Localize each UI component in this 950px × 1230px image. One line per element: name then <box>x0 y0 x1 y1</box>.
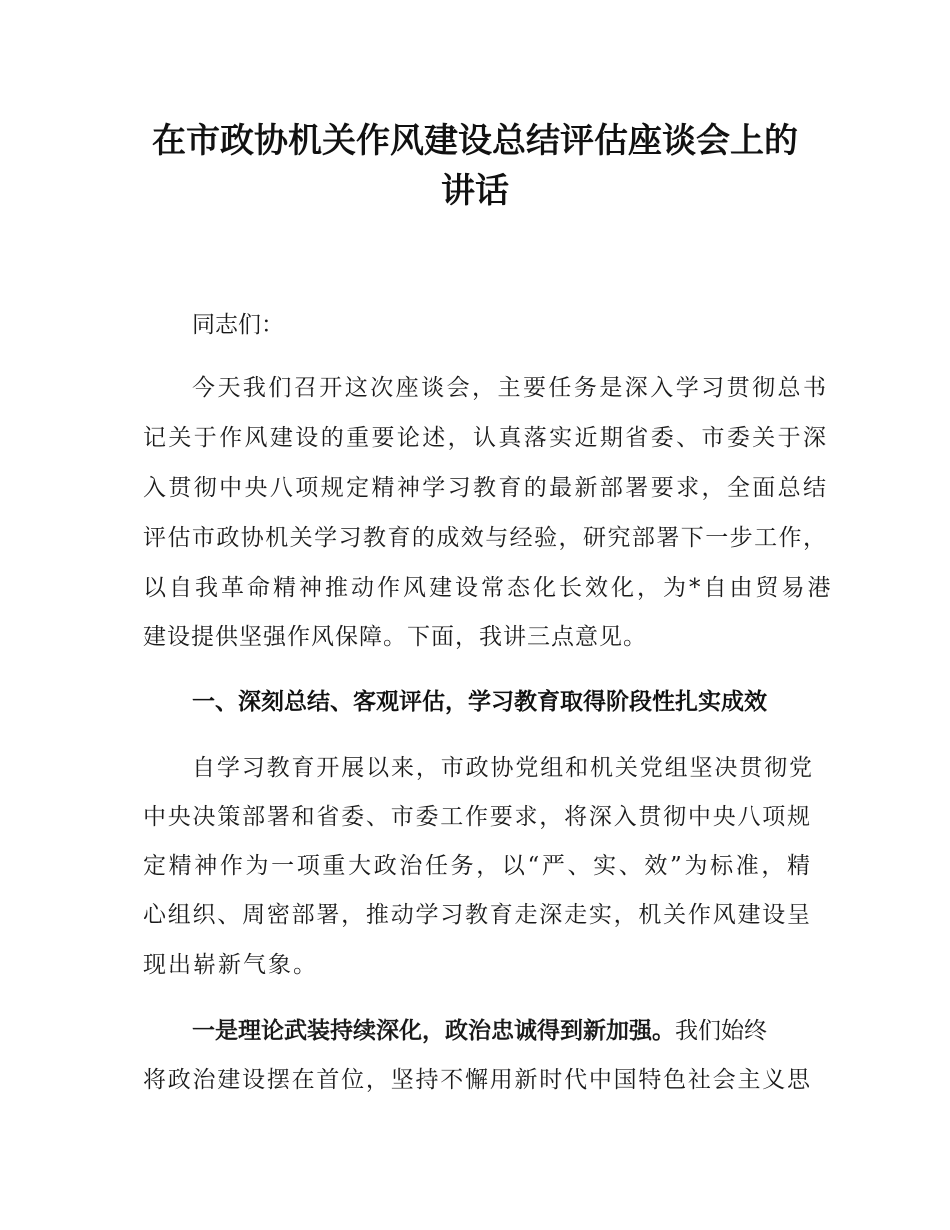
intro-line-1: 今天我们召开这次座谈会，主要任务是深入学习贯彻总书 <box>192 375 826 401</box>
point1-paragraph-line1 <box>192 1014 767 1048</box>
section1-line-3: 定精神作为一项重大政治任务，以“严、实、效”为标准，精 <box>143 853 810 879</box>
section1-line-1: 自学习教育开展以来，市政协党组和机关党组坚决贯彻党 <box>192 755 812 781</box>
point1-paragraph-line2: 将政治建设摆在首位，坚持不懈用新时代中国特色社会主义思 <box>143 1067 810 1093</box>
section1-heading: 一、深刻总结、客观评估，学习教育取得阶段性扎实成效 <box>192 689 767 715</box>
salutation: 同志们： <box>192 312 284 338</box>
intro-line-4: 评估市政协机关学习教育的成效与经验，研究部署下一步工作， <box>143 525 826 551</box>
intro-line-2: 记关于作风建设的重要论述，认真落实近期省委、市委关于深 <box>143 425 826 451</box>
document-title-line1: 在市政协机关作风建设总结评估座谈会上的 <box>152 121 798 161</box>
point1-rest: 我们始终 <box>675 1018 767 1044</box>
section1-line-4: 心组织、周密部署，推动学习教育走深走实，机关作风建设呈 <box>143 902 810 928</box>
section1-line-2: 中央决策部署和省委、市委工作要求，将深入贯彻中央八项规 <box>143 804 810 830</box>
document-title-line2: 讲话 <box>441 171 509 211</box>
intro-line-5: 以自我革命精神推动作风建设常态化长效化，为*自由贸易港 <box>143 575 834 601</box>
section1-line-5: 现出崭新气象。 <box>143 952 318 978</box>
point1-bold-lead: 一是理论武装持续深化，政治忠诚得到新加强。 <box>192 1018 675 1044</box>
intro-line-3: 入贯彻中央八项规定精神学习教育的最新部署要求，全面总结 <box>143 475 826 501</box>
intro-line-6: 建设提供坚强作风保障。下面，我讲三点意见。 <box>143 624 647 650</box>
